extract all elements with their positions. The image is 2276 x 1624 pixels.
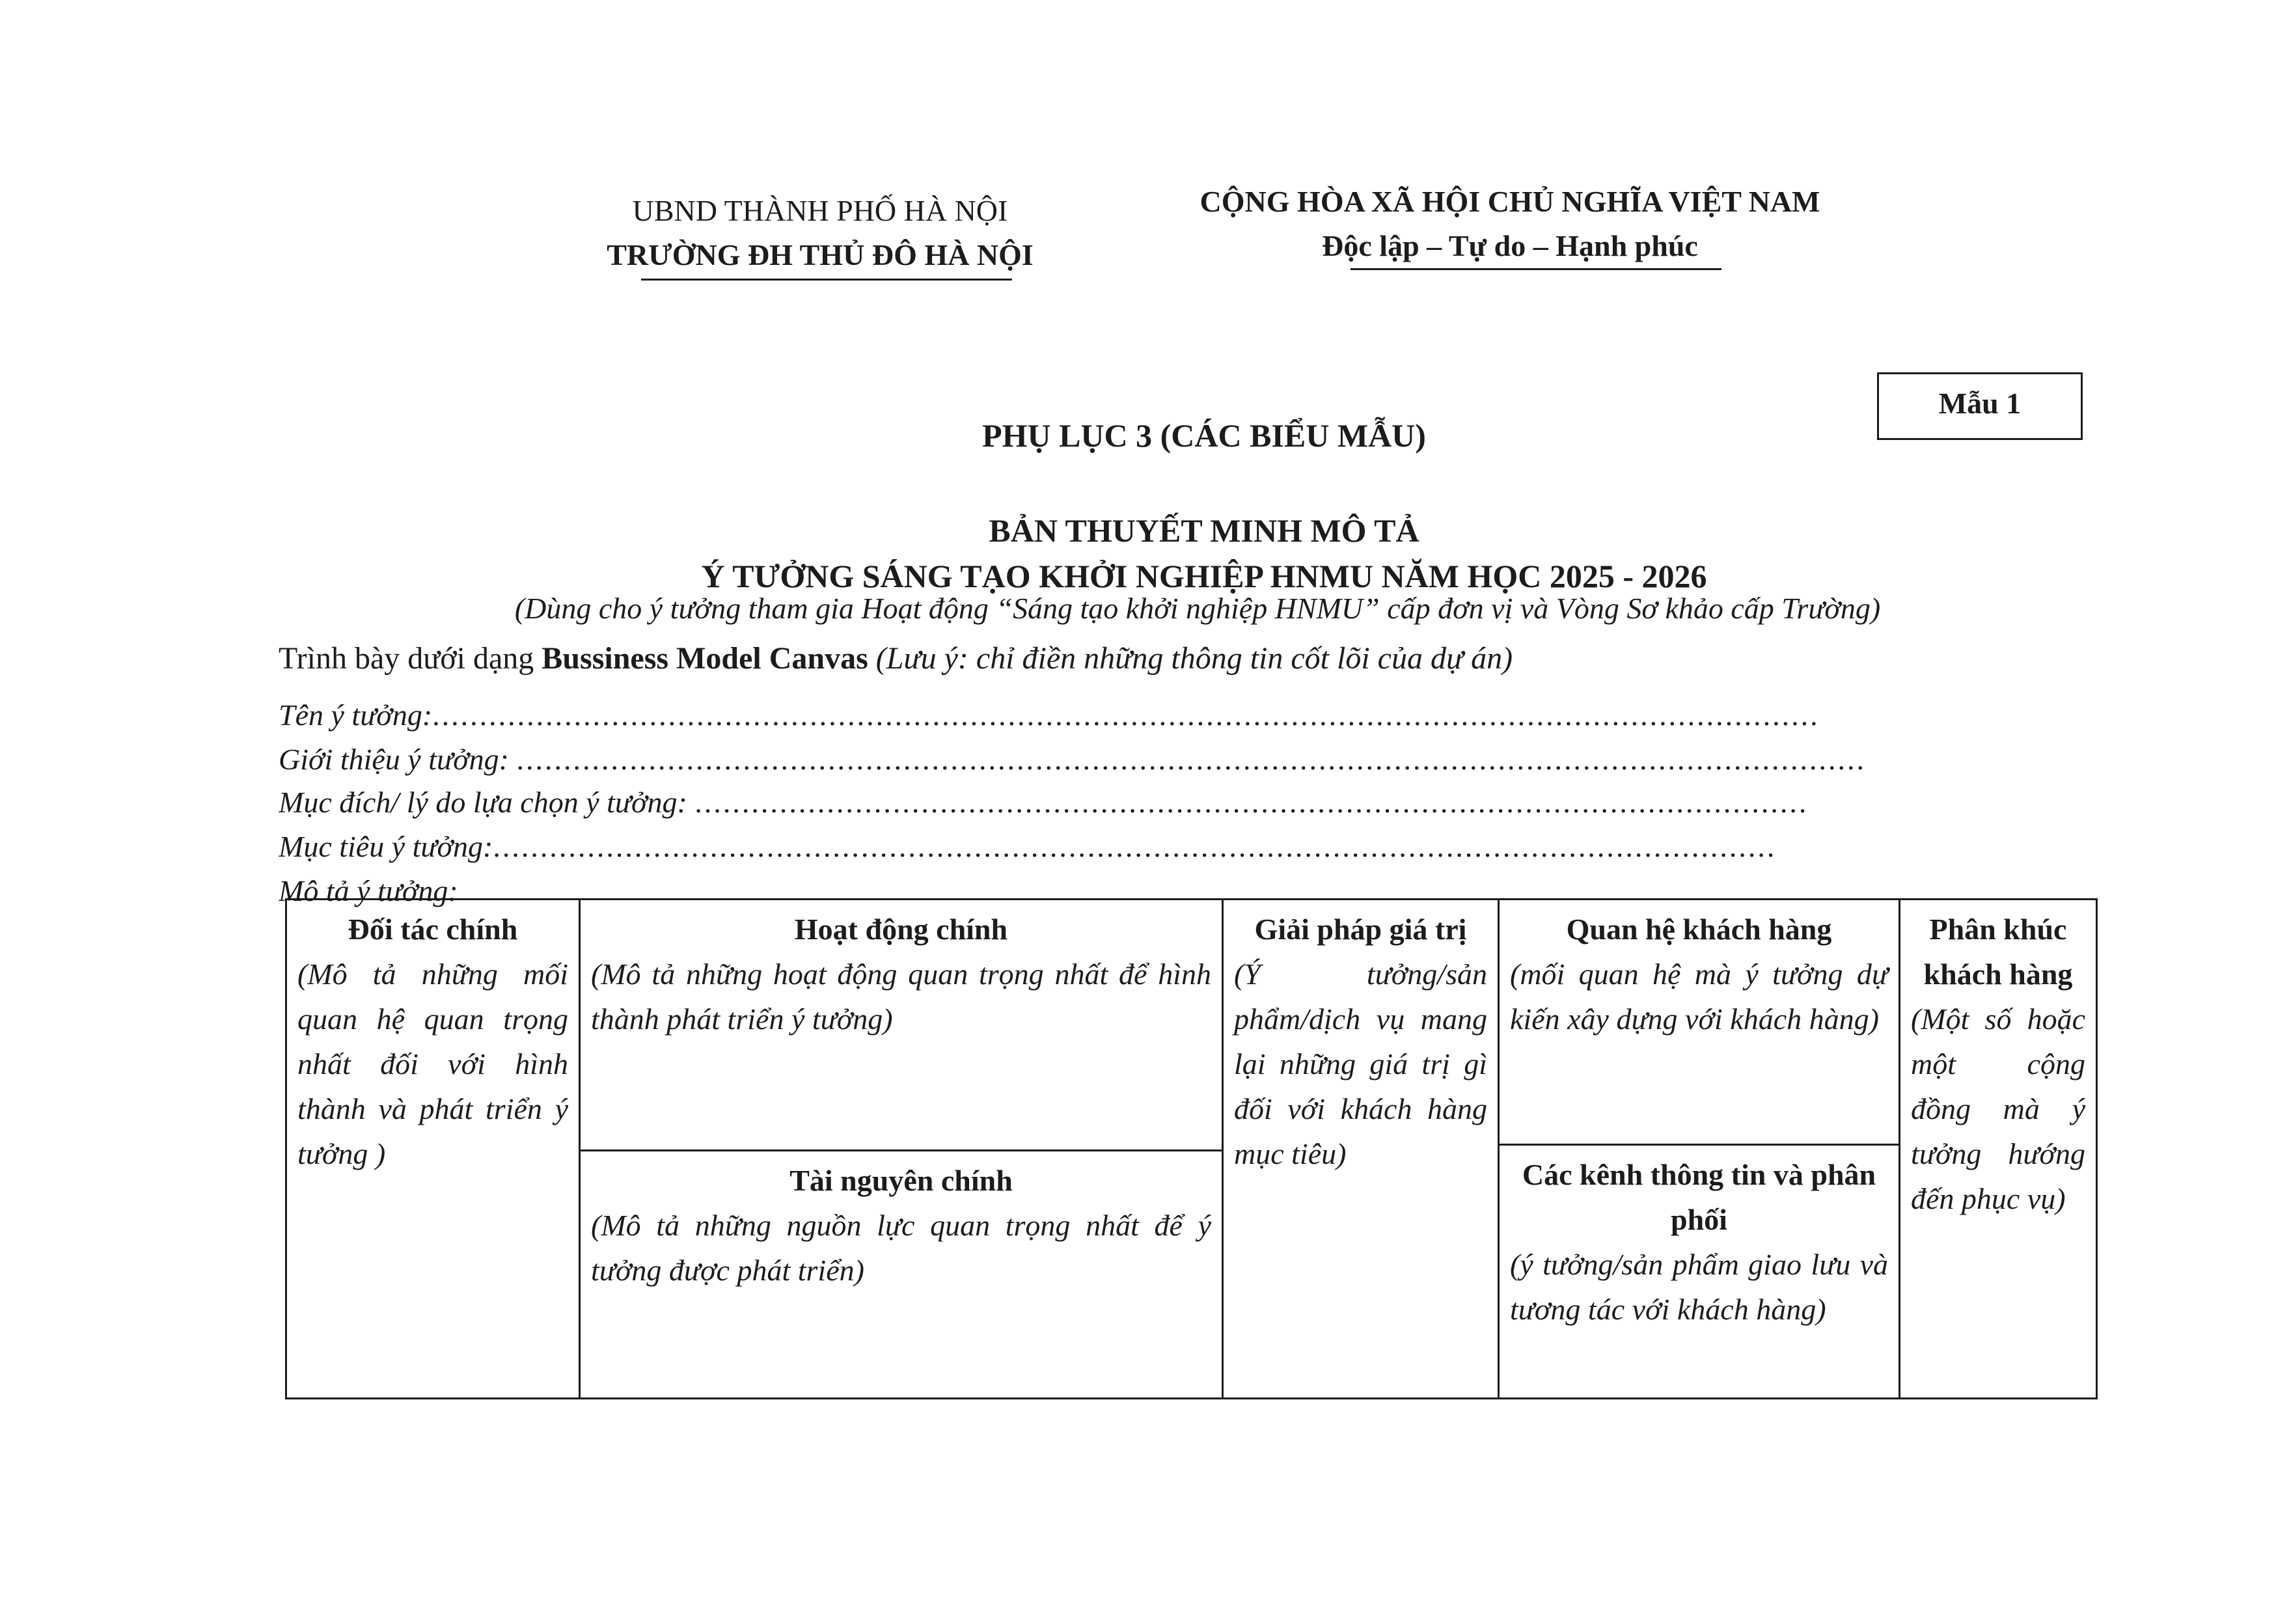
cell-title: Tài nguyên chính: [789, 1164, 1013, 1197]
cell-customer-relationships[interactable]: [1500, 900, 1899, 1144]
field-idea-intro[interactable]: [279, 742, 1971, 777]
intro-suffix: (Lưu ý: chỉ điền những thông tin cốt lõi của dự án): [868, 641, 1513, 676]
school-name: TRƯỜNG ĐH THỦ ĐÔ HÀ NỘI: [607, 238, 1034, 271]
field-dots: ...............................................................................................................................................: [516, 743, 1866, 776]
cell-title: Các kênh thông tin và phân phối: [1522, 1158, 1876, 1236]
field-idea-name[interactable]: [279, 698, 1971, 732]
field-label: Mục tiêu ý tưởng:: [279, 830, 493, 863]
cell-value-propositions[interactable]: [1224, 900, 1498, 1401]
field-idea-objective[interactable]: [279, 829, 1971, 864]
national-motto-block: [1152, 180, 1868, 268]
cell-title: Quan hệ khách hàng: [1566, 913, 1832, 946]
cell-channels[interactable]: [1500, 1146, 1899, 1401]
cell-title: Giải pháp giá trị: [1254, 913, 1467, 946]
document-title: [521, 508, 1887, 599]
authority-name: UBND THÀNH PHỐ HÀ NỘI: [632, 194, 1008, 227]
cell-description: (mối quan hệ mà ý tưởng dự kiến xây dựng với khách hàng): [1510, 957, 1888, 1036]
cell-description: (ý tưởng/sản phẩm giao lưu và tương tác với khách hàng): [1510, 1248, 1888, 1326]
form-label-box: [1877, 372, 2083, 440]
cell-description: (Ý tưởng/sản phẩm/dịch vụ mang lại những giá trị gì đối với khách hàng mục tiêu): [1234, 957, 1487, 1170]
field-idea-purpose[interactable]: [279, 785, 1971, 819]
cell-description: (Mô tả những mối quan hệ quan trọng nhất đối với hình thành và phát triển ý tưởng ): [297, 957, 568, 1170]
appendix-title: PHỤ LỤC 3 (CÁC BIỂU MẪU): [982, 417, 1426, 454]
document-title-line2: Ý TƯỞNG SÁNG TẠO KHỞI NGHIỆP HNMU NĂM HỌC 2025 - 2026: [701, 558, 1707, 594]
field-dots: ........................................................................................................................................: [493, 830, 1777, 863]
field-dots: ......................................................................................................................: [694, 786, 1809, 819]
cell-description: (Một số hoặc một cộng đồng mà ý tưởng hướng đến phục vụ): [1911, 1002, 2085, 1215]
field-label: Mô tả ý tưởng:: [279, 874, 458, 907]
intro-line: [279, 640, 2036, 676]
cell-key-resources[interactable]: [581, 1151, 1222, 1401]
school-name-underline: [641, 279, 1012, 281]
field-dots: ...................................................................................................................................................: [432, 698, 1820, 732]
cell-key-partners[interactable]: [287, 900, 579, 1401]
cell-description: (Mô tả những nguồn lực quan trọng nhất để ý tưởng được phát triển): [591, 1209, 1211, 1287]
cell-key-activities[interactable]: [581, 900, 1222, 1149]
cell-title: Hoạt động chính: [794, 913, 1008, 946]
business-model-canvas-table: [285, 898, 2098, 1399]
field-label: Mục đích/ lý do lựa chọn ý tưởng:: [279, 786, 695, 819]
motto-underline: [1351, 268, 1721, 270]
field-label: Tên ý tưởng:: [279, 698, 433, 732]
motto: Độc lập – Tự do – Hạnh phúc: [1322, 229, 1698, 262]
field-label: Giới thiệu ý tưởng:: [279, 743, 517, 776]
cell-customer-segments[interactable]: [1900, 900, 2096, 1401]
country-name: CỘNG HÒA XÃ HỘI CHỦ NGHĨA VIỆT NAM: [1200, 185, 1820, 218]
document-title-line1: BẢN THUYẾT MINH MÔ TẢ: [989, 512, 1419, 549]
issuing-authority-block: [573, 189, 1067, 277]
intro-bold: Bussiness Model Canvas: [542, 641, 868, 676]
usage-note: (Dùng cho ý tưởng tham gia Hoạt động “Sáng tạo khởi nghiệp HNMU” cấp đơn vị và Vòng Sơ khảo cấp Trường): [514, 592, 1881, 625]
cell-title: Đối tác chính: [348, 913, 518, 946]
form-label: Mẫu 1: [1938, 387, 2022, 420]
cell-title: Phân khúc khách hàng: [1923, 913, 2073, 991]
intro-prefix: Trình bày dưới dạng: [279, 641, 542, 676]
cell-description: (Mô tả những hoạt động quan trọng nhất để hình thành phát triển ý tưởng): [591, 957, 1211, 1036]
